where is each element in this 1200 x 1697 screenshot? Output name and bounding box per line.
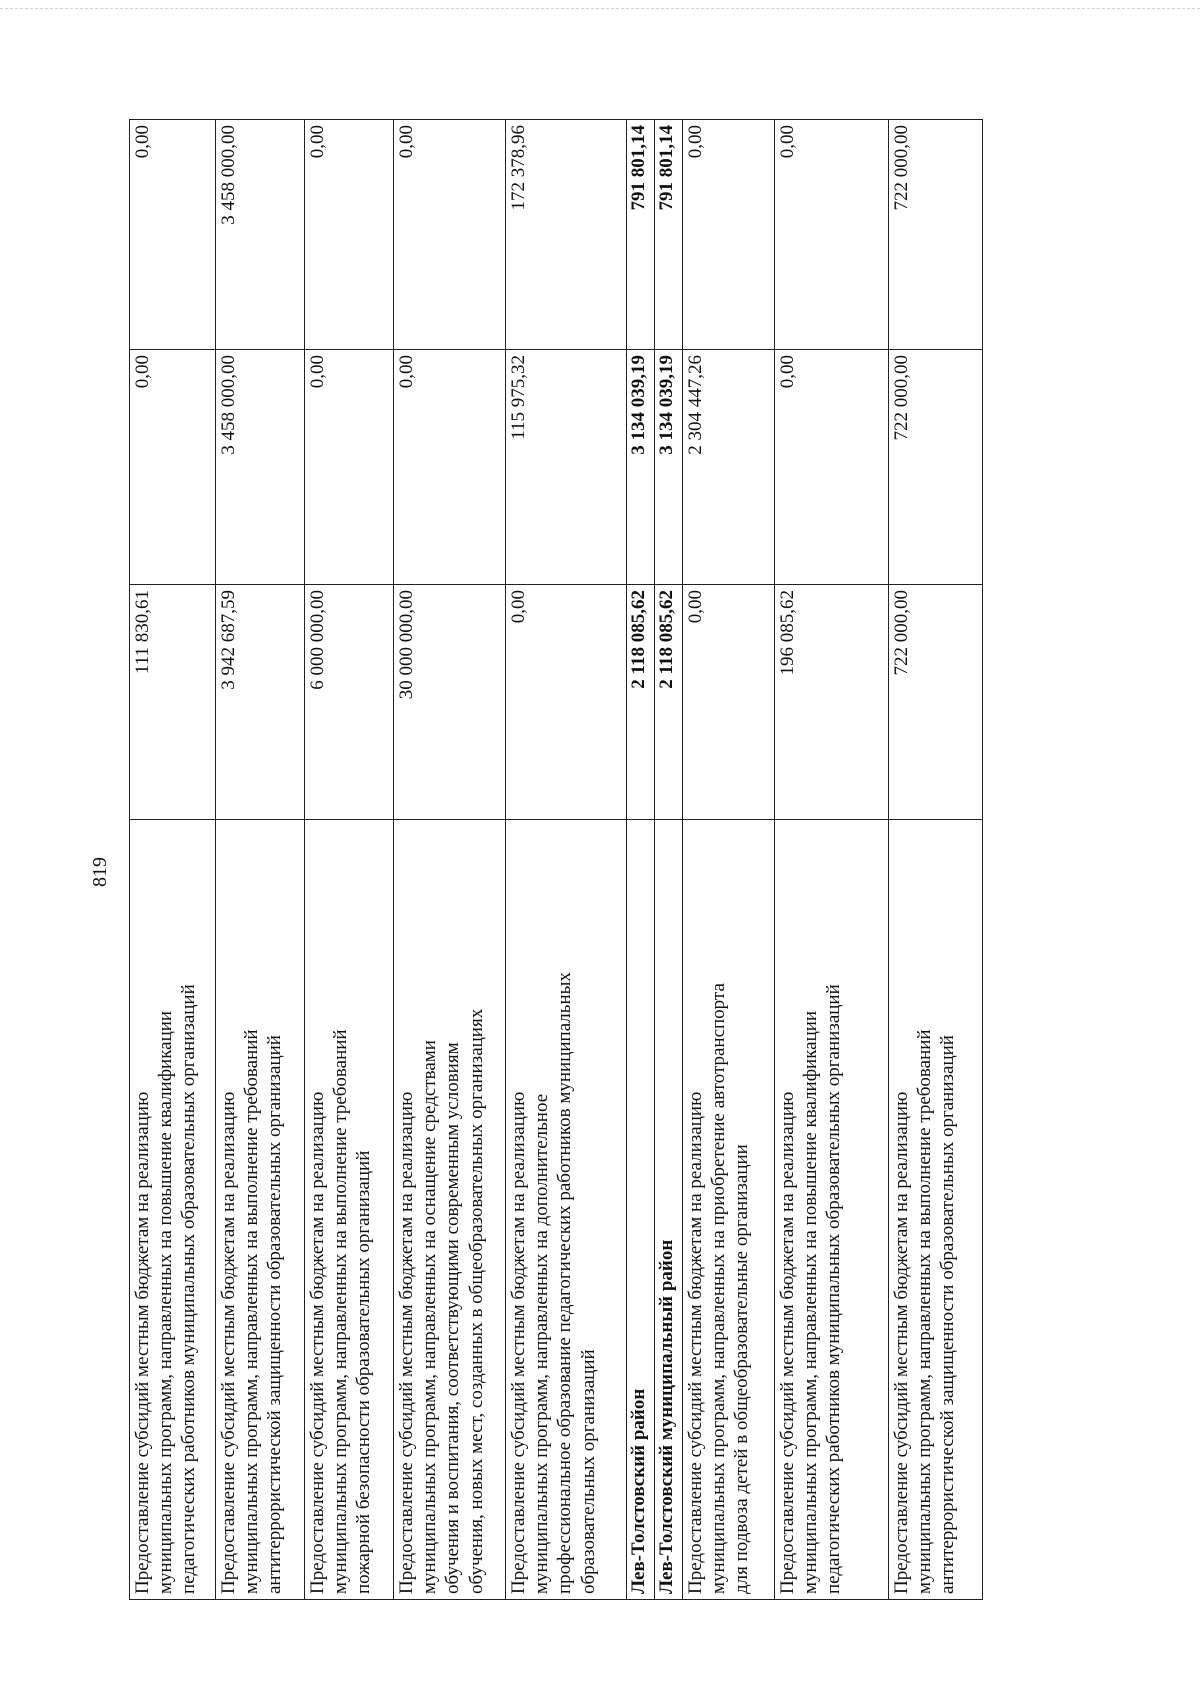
row-value-1: 6 000 000,00: [305, 585, 394, 820]
row-description: Предоставление субсидий местным бюджетам на реализацию муниципальных программ, направленных на выполнение требований антитеррористической защищенности образовательных организаций: [889, 820, 983, 1600]
row-value-3: 0,00: [305, 120, 394, 350]
row-value-3: 0,00: [130, 120, 216, 350]
row-value-1: 0,00: [683, 585, 775, 820]
table-row-municipal-total: [655, 120, 683, 1600]
row-value-3: 791 801,14: [655, 120, 683, 350]
row-description: Предоставление субсидий местным бюджетам на реализацию муниципальных программ, направленных на повышение квалификации педагогических работников муниципальных образовательных организаций: [130, 820, 216, 1600]
row-value-1: 30 000 000,00: [394, 585, 506, 820]
row-value-2: 3 458 000,00: [216, 350, 305, 585]
table-row: [683, 120, 775, 1600]
row-value-1: 0,00: [506, 585, 627, 820]
table-row: [130, 120, 216, 1600]
row-value-3: 0,00: [683, 120, 775, 350]
table-row: [305, 120, 394, 1600]
row-value-2: 0,00: [394, 350, 506, 585]
row-value-3: 722 000,00: [889, 120, 983, 350]
row-description: Лев-Толстовский район: [627, 820, 655, 1600]
page-number: 819: [89, 857, 111, 887]
row-value-2: 0,00: [130, 350, 216, 585]
row-value-3: 3 458 000,00: [216, 120, 305, 350]
row-description: Предоставление субсидий местным бюджетам на реализацию муниципальных программ, направленных на повышение квалификации педагогических работников муниципальных образовательных организаций: [775, 820, 889, 1600]
row-value-3: 791 801,14: [627, 120, 655, 350]
row-description: Предоставление субсидий местным бюджетам на реализацию муниципальных программ, направленных на приобретение автотранспорта для подвоза детей в общеобразовательные организации: [683, 820, 775, 1600]
row-description: Предоставление субсидий местным бюджетам на реализацию муниципальных программ, направленных на выполнение требований пожарной безопасности образовательных организаций: [305, 820, 394, 1600]
row-value-1: 2 118 085,62: [655, 585, 683, 820]
row-value-2: 0,00: [305, 350, 394, 585]
row-value-1: 722 000,00: [889, 585, 983, 820]
row-description: Предоставление субсидий местным бюджетам на реализацию муниципальных программ, направленных на дополнительное профессиональное образование педагогических работников муниципальных образовательных организаций: [506, 820, 627, 1600]
row-value-2: 115 975,32: [506, 350, 627, 585]
row-value-3: 0,00: [775, 120, 889, 350]
table-row: [216, 120, 305, 1600]
row-value-3: 0,00: [394, 120, 506, 350]
row-value-3: 172 378,96: [506, 120, 627, 350]
row-value-1: 3 942 687,59: [216, 585, 305, 820]
row-value-1: 196 085,62: [775, 585, 889, 820]
row-value-1: 111 830,61: [130, 585, 216, 820]
table-row: [394, 120, 506, 1600]
page-top-edge: [0, 8, 1200, 9]
budget-table: [129, 119, 983, 1600]
row-value-2: 0,00: [775, 350, 889, 585]
row-value-2: 3 134 039,19: [627, 350, 655, 585]
table-row-district-total: [627, 120, 655, 1600]
row-value-1: 2 118 085,62: [627, 585, 655, 820]
document-table-rotated: [129, 120, 1069, 1600]
row-value-2: 3 134 039,19: [655, 350, 683, 585]
row-value-2: 722 000,00: [889, 350, 983, 585]
table-row: [889, 120, 983, 1600]
row-value-2: 2 304 447,26: [683, 350, 775, 585]
table-row: [775, 120, 889, 1600]
table-row: [506, 120, 627, 1600]
row-description: Предоставление субсидий местным бюджетам на реализацию муниципальных программ, направленных на оснащение средствами обучения и воспитания, соответствующими современным условиям обучения, новых мест, созданных в общеобразовательных организациях: [394, 820, 506, 1600]
row-description: Предоставление субсидий местным бюджетам на реализацию муниципальных программ, направленных на выполнение требований антитеррористической защищенности образовательных организаций: [216, 820, 305, 1600]
row-description: Лев-Толстовский муниципальный район: [655, 820, 683, 1600]
